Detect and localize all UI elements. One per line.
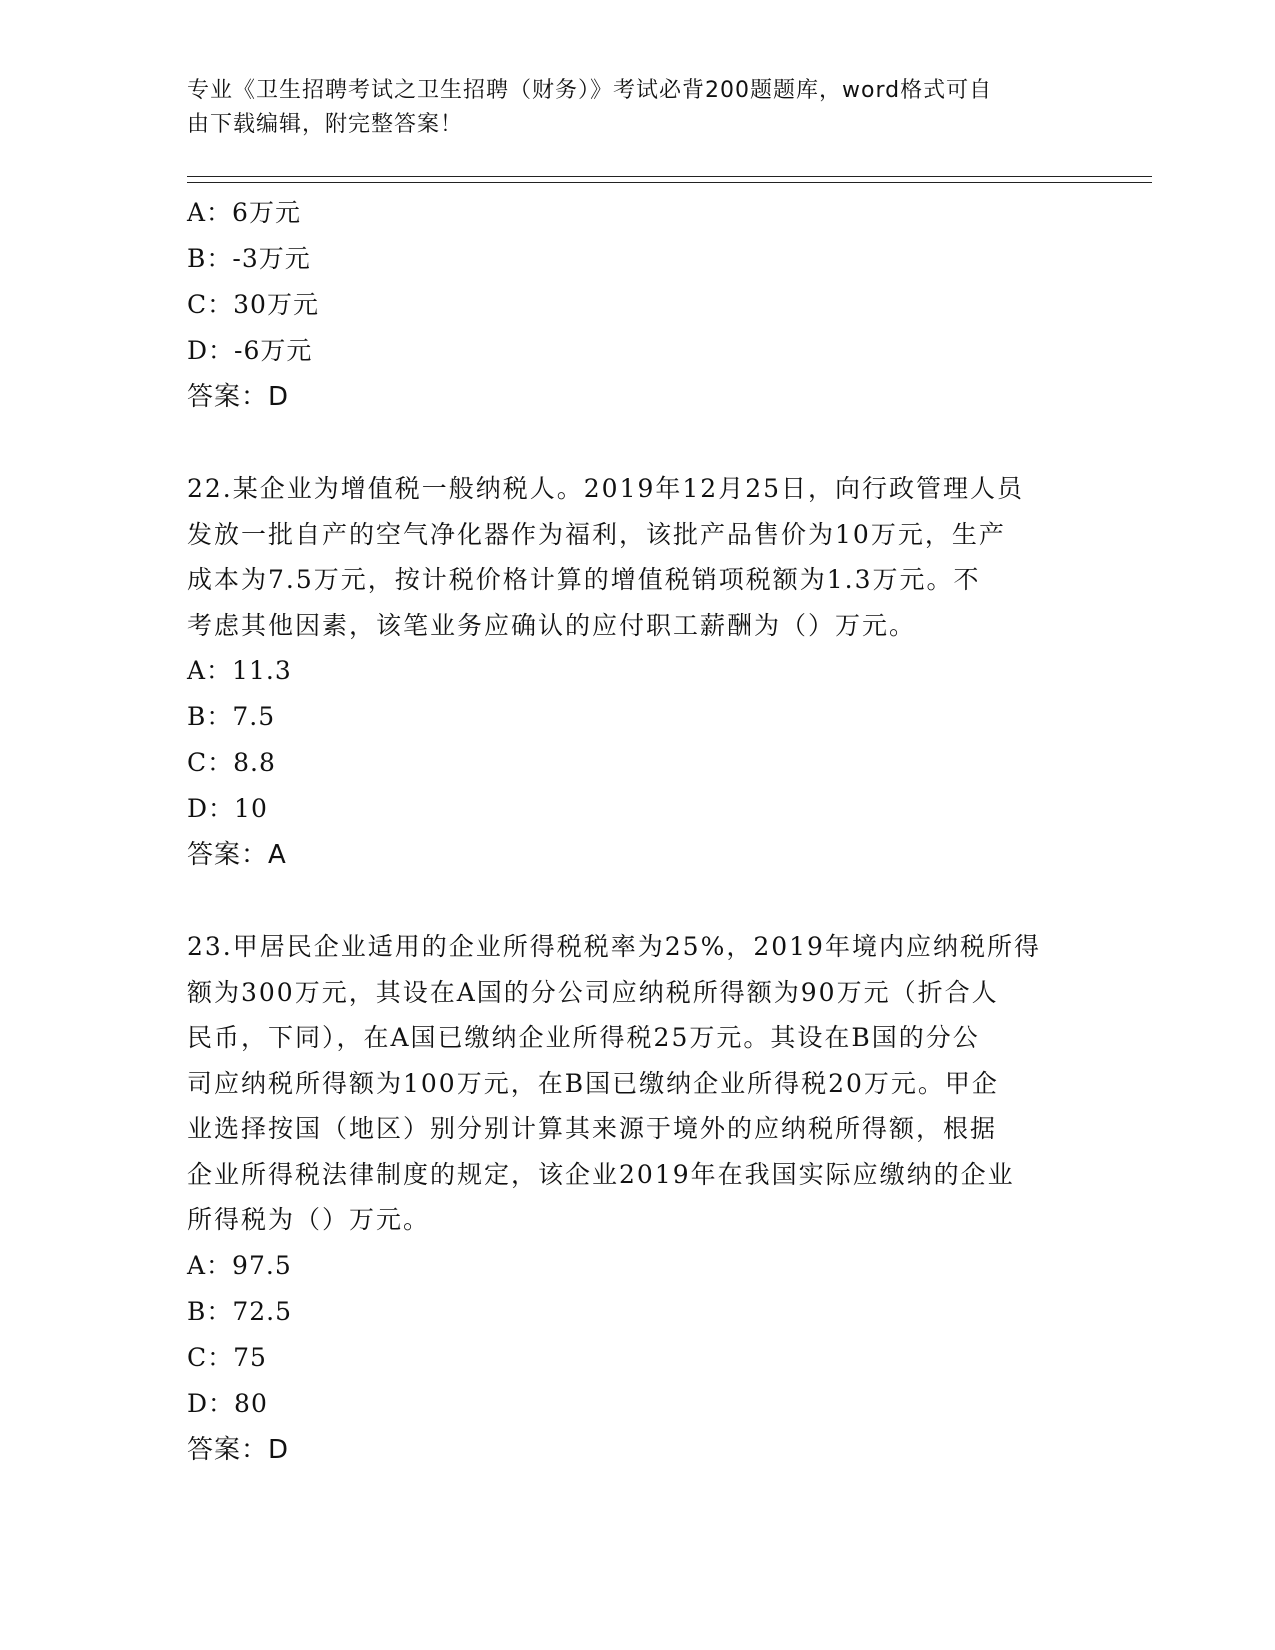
question-line: 发放一批自产的空气净化器作为福利，该批产品售价为10万元，生产 bbox=[187, 519, 1006, 549]
question-line: 业选择按国（地区）别分别计算其来源于境外的应纳税所得额，根据 bbox=[187, 1114, 998, 1143]
question-line: 民币，下同），在A国已缴纳企业所得税25万元。其设在B国的分公 bbox=[187, 1023, 980, 1052]
header-line: 专业《卫生招聘考试之卫生招聘（财务）》考试必背200题题库，word格式可自 bbox=[187, 78, 993, 103]
option-d: D：10 bbox=[187, 794, 268, 823]
question-block-22 bbox=[187, 466, 1087, 878]
option-d: D：-6万元 bbox=[187, 336, 313, 365]
question-line: 23.甲居民企业适用的企业所得税税率为25%，2019年境内应纳税所得 bbox=[187, 932, 1041, 961]
option-a: A：97.5 bbox=[187, 1250, 292, 1280]
question-text bbox=[187, 466, 1087, 648]
question-line: 所得税为（）万元。 bbox=[187, 1205, 431, 1234]
question-line: 企业所得税法律制度的规定，该企业2019年在我国实际应缴纳的企业 bbox=[187, 1159, 1015, 1189]
question-line: 考虑其他因素，该笔业务应确认的应付职工薪酬为（）万元。 bbox=[187, 610, 917, 640]
option-a: A：6万元 bbox=[187, 198, 301, 227]
answer-line: 答案：A bbox=[187, 840, 287, 870]
question-line: 额为300万元，其设在A国的分公司应纳税所得额为90万元（折合人 bbox=[187, 977, 999, 1007]
option-b: B：72.5 bbox=[187, 1296, 293, 1326]
answer-line: 答案：D bbox=[187, 1434, 290, 1465]
question-block-21 bbox=[187, 190, 1087, 420]
question-text bbox=[187, 924, 1087, 1243]
question-line: 司应纳税所得额为100万元，在B国已缴纳企业所得税20万元。甲企 bbox=[187, 1068, 999, 1098]
question-line: 成本为7.5万元，按计税价格计算的增值税销项税额为1.3万元。不 bbox=[187, 565, 981, 594]
question-block-23 bbox=[187, 924, 1087, 1473]
document-header bbox=[187, 74, 1087, 142]
header-line: 由下载编辑，附完整答案！ bbox=[187, 112, 464, 137]
option-d: D：80 bbox=[187, 1388, 268, 1418]
answer-line: 答案：D bbox=[187, 382, 290, 412]
option-c: C：8.8 bbox=[187, 748, 276, 777]
option-b: B：7.5 bbox=[187, 702, 276, 731]
header-divider bbox=[187, 182, 1152, 183]
question-line: 22.某企业为增值税一般纳税人。2019年12月25日，向行政管理人员 bbox=[187, 474, 1025, 503]
document-body bbox=[187, 190, 1087, 1473]
option-a: A：11.3 bbox=[187, 656, 292, 685]
option-b: B：-3万元 bbox=[187, 244, 311, 273]
option-c: C：30万元 bbox=[187, 290, 319, 319]
header-divider bbox=[187, 176, 1152, 177]
option-c: C：75 bbox=[187, 1342, 267, 1372]
